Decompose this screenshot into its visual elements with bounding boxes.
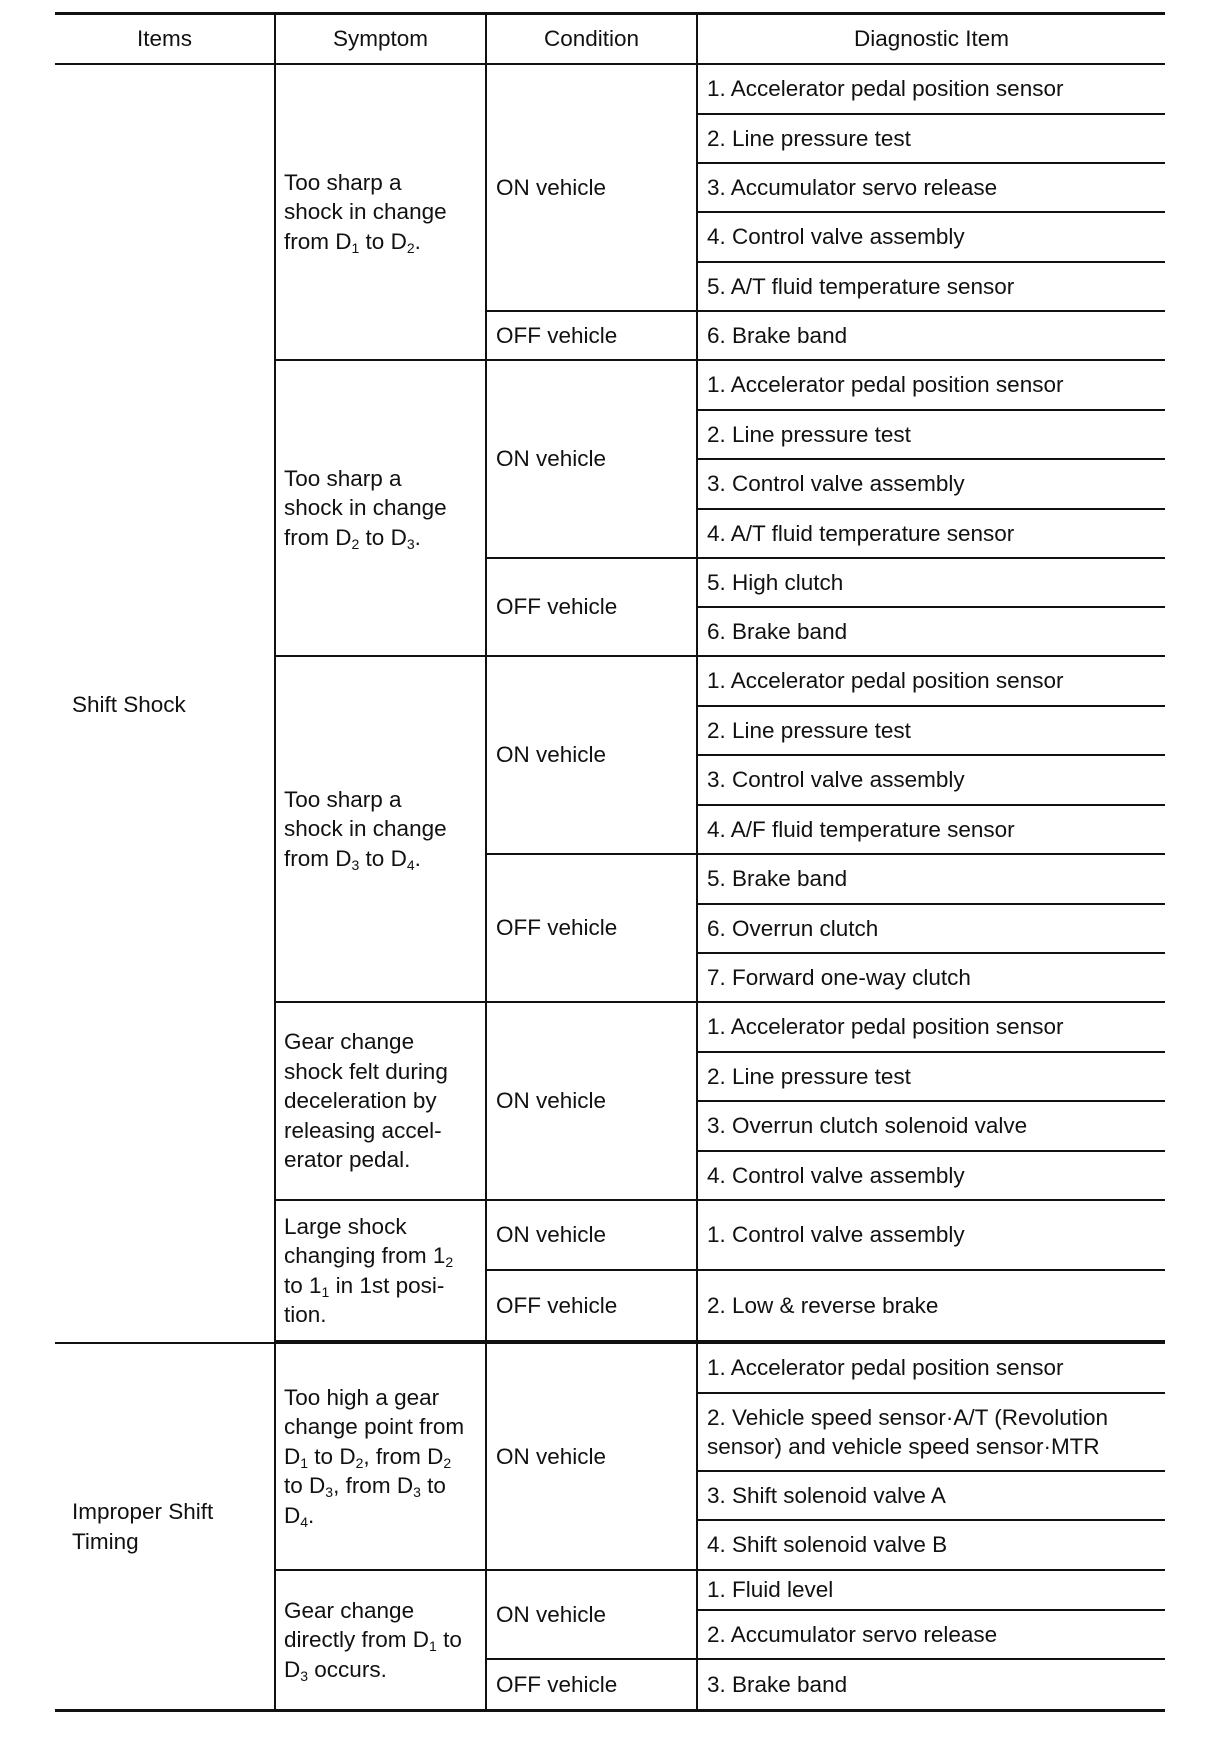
table-bottom-rule <box>55 1709 1165 1712</box>
diagnostic-line: sensor) and vehicle speed sensor·MTR <box>707 1434 1100 1459</box>
diagnostic-item: 5. High clutch <box>698 559 1165 608</box>
diagnostic-item: 3. Shift solenoid valve A <box>698 1472 1165 1521</box>
symptom-line: Gear change <box>284 1029 415 1055</box>
header-condition: Condition <box>487 15 698 65</box>
condition-off-vehicle: OFF vehicle <box>487 312 698 361</box>
symptom-line: shock in change <box>284 816 447 842</box>
symptom-line: Too sharp a <box>284 465 402 491</box>
symptom-d3-d4 <box>276 657 487 1003</box>
diagnostic-item: 4. A/F fluid temperature sensor <box>698 806 1165 855</box>
diagnostic-item: 2. Line pressure test <box>698 411 1165 460</box>
header-symptom: Symptom <box>276 15 487 65</box>
diagnostic-item: 1. Control valve assembly <box>698 1201 1165 1271</box>
diagnostic-item: 4. Control valve assembly <box>698 213 1165 263</box>
symptom-d1-to-d3 <box>276 1571 487 1709</box>
symptom-line: Too sharp a <box>284 169 402 195</box>
condition-on-vehicle: ON vehicle <box>487 1571 698 1660</box>
symptom-line: shock in change <box>284 495 447 521</box>
diagnostic-item <box>698 1394 1165 1472</box>
diagnostic-item: 3. Control valve assembly <box>698 756 1165 806</box>
condition-off-vehicle: OFF vehicle <box>487 559 698 657</box>
symptom-d1-d2 <box>276 65 487 361</box>
symptom-line: from $D_3$ to $D_4$. <box>284 845 421 873</box>
symptom-line: $D_4$. <box>284 1502 315 1530</box>
condition-on-vehicle: ON vehicle <box>487 65 698 312</box>
symptom-line: Too high a gear <box>284 1384 440 1410</box>
diagnostic-item: 3. Accumulator servo release <box>698 164 1165 213</box>
symptom-high-change-point <box>276 1344 487 1571</box>
symptom-line: tion. <box>284 1302 327 1327</box>
header-diagnostic-item: Diagnostic Item <box>698 15 1165 65</box>
condition-on-vehicle: ON vehicle <box>487 1201 698 1271</box>
diagnostic-item: 6. Overrun clutch <box>698 905 1165 954</box>
item-shift-shock: Shift Shock <box>55 65 276 1344</box>
diagnostic-item: 3. Control valve assembly <box>698 460 1165 510</box>
diagnostic-item: 1. Accelerator pedal position sensor <box>698 1344 1165 1394</box>
condition-on-vehicle: ON vehicle <box>487 1344 698 1571</box>
symptom-line: releasing accel- <box>284 1117 442 1143</box>
symptom-line: changing from $1_2$ <box>284 1243 454 1270</box>
diagnostic-table <box>55 12 1165 1712</box>
diagnostic-item: 1. Fluid level <box>698 1571 1165 1611</box>
condition-off-vehicle: OFF vehicle <box>487 855 698 1003</box>
diagnostic-item: 1. Accelerator pedal position sensor <box>698 657 1165 707</box>
diagnostic-item: 3. Brake band <box>707 1671 848 1697</box>
symptom-line: from $D_1$ to $D_2$. <box>284 228 421 256</box>
symptom-line: from $D_2$ to $D_3$. <box>284 524 421 552</box>
diagnostic-item: 6. Brake band <box>698 608 1165 657</box>
diagnostic-item: 2. Low & reverse brake <box>698 1271 1165 1342</box>
diagnostic-item: 2. Line pressure test <box>698 1053 1165 1102</box>
diagnostic-item: 3. Overrun clutch solenoid valve <box>698 1102 1165 1152</box>
condition-on-vehicle: ON vehicle <box>487 1003 698 1201</box>
diagnostic-item: 7. Forward one-way clutch <box>698 954 1165 1003</box>
diagnostic-item: 1. Accelerator pedal position sensor <box>698 361 1165 411</box>
symptom-first-position-shock <box>276 1201 487 1342</box>
header-items: Items <box>55 15 276 65</box>
symptom-line: $D_1$ to $D_2$, from $D_2$ <box>284 1443 452 1471</box>
symptom-line: erator pedal. <box>284 1147 411 1173</box>
diagnostic-item: 5. Brake band <box>698 855 1165 905</box>
diagnostic-item: 6. Brake band <box>698 312 1165 361</box>
diagnostic-item: 5. A/T fluid temperature sensor <box>698 263 1165 312</box>
diagnostic-item: 2. Line pressure test <box>698 115 1165 164</box>
condition-on-vehicle: ON vehicle <box>487 657 698 855</box>
diagnostic-line: 2. Vehicle speed sensor·A/T (Revolution <box>707 1404 1109 1430</box>
symptom-line: Gear change <box>284 1597 415 1623</box>
symptom-line: shock in change <box>284 199 447 225</box>
symptom-line: to $D_3$, from $D_3$ to <box>284 1473 446 1501</box>
diagnostic-item: 1. Accelerator pedal position sensor <box>698 65 1165 115</box>
symptom-line: Large shock <box>284 1213 407 1239</box>
diagnostic-item: 4. Shift solenoid valve B <box>698 1521 1165 1571</box>
symptom-line: directly from $D_1$ to <box>284 1627 462 1655</box>
symptom-line: shock felt during <box>284 1058 448 1084</box>
diagnostic-item: 4. A/T fluid temperature sensor <box>698 510 1165 559</box>
item-improper-shift-timing <box>55 1344 276 1709</box>
symptom-d2-d3 <box>276 361 487 657</box>
item-improper-shift-timing-label: Improper Shift Timing <box>72 1499 214 1554</box>
symptom-line: deceleration by <box>284 1088 437 1114</box>
symptom-line: to $1_1$ in 1st posi- <box>284 1272 445 1300</box>
diagnostic-item: 4. Control valve assembly <box>698 1152 1165 1201</box>
symptom-line: $D_3$ occurs. <box>284 1656 387 1684</box>
diagnostic-item: 1. Accelerator pedal position sensor <box>698 1003 1165 1053</box>
diagnostic-item: 2. Line pressure test <box>698 707 1165 756</box>
symptom-line: change point from <box>284 1414 465 1440</box>
symptom-deceleration-shock <box>276 1003 487 1201</box>
symptom-line: Too sharp a <box>284 786 402 812</box>
condition-off-vehicle: OFF vehicle <box>487 1271 698 1342</box>
diagnostic-item: 2. Accumulator servo release <box>698 1611 1165 1660</box>
condition-off-vehicle: OFF vehicle <box>487 1660 698 1709</box>
condition-on-vehicle: ON vehicle <box>487 361 698 559</box>
